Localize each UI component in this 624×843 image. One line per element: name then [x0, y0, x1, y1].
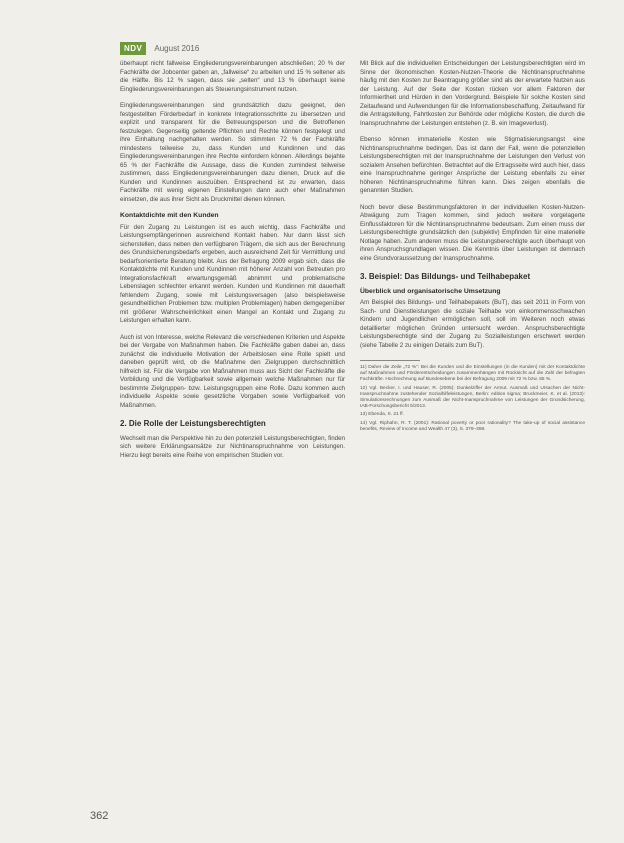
issue-date: August 2016	[154, 44, 200, 53]
paragraph: Ebenso können immaterielle Kosten wie Stigmatisierungsangst eine Nichtinanspruchnahme bedingen. Das ist dann der Fall, wenn die potenziellen Leistungsberechtigten mit der Inanspruchnahme der Leistungen den Verlust von sozialem Ansehen befürchten. Betrachtet auf die Ertragsseite wird auch hier, dass eine Inanspruchnahme geringer Ansprüche der Leistung ebenfalls zu einer höheren Nichtinanspruchnahme führen kann. Dies zeigen ebenfalls die genannten Studien.	[360, 136, 585, 194]
subheading: Kontaktdichte mit den Kunden	[120, 212, 219, 219]
footnote: 14) Vgl. Riphahn, R. T. (2001): Rational poverty or poor rationality? The take-up of social assistance benefits, Review of Income and Wealth 47 (3), S. 379–398.	[360, 420, 585, 432]
paragraph: Am Beispiel des Bildungs- und Teilhabepakets (BuT), das seit 2011 in Form von Sach- und Dienstleistungen die soziale Teilhabe von einkommensschwachen Kindern und Jugendlichen ermöglichen soll, soll im Weiteren noch etwas detaillierter möglichen Gründen untersucht werden. Anspruchsberechtigte Leistungsberechtigte sind der Zugang zu Sozialleistungen erschwert werden (siehe Tabelle 2 zu einigen Details zum BuT).	[360, 299, 585, 349]
page-header	[120, 42, 199, 55]
subheading: Überblick und organisatorische Umsetzung	[360, 287, 501, 295]
left-column	[120, 60, 345, 468]
paragraph: Noch bevor diese Bestimmungsfaktoren in der individuellen Kosten-Nutzen-Abwägung zum Tragen kommen, sind jedoch weitere vorgelagerte Einflussfaktoren für die Nichtinanspruchnahme bedeutsam. Zum einen muss der Leistungsberechtigte grundsätzlich den (subjektiv) Empfinden für eine materielle Notlage haben. Zum anderen muss die Leistungsberechtigte auch überhaupt von ihren Anspruchsgrundlagen wissen. Die Kenntnis über Leistungen ist demnach eine Grundvoraussetzung der Inanspruchnahme.	[360, 203, 585, 262]
paragraph: Auch ist von Interesse, welche Relevanz die verschiedenen Kriterien und Aspekte bei der Vergabe von Maßnahmen haben. Die Fachkräfte gaben dabei an, dass zunächst die individuelle Motivation der Arbeitslosen eine Rolle spielt und daneben geprüft wird, ob die Maßnahme den Zielgruppen durchschnittlich hilfreich ist. Für die Vergabe von Maßnahmen muss aus Sicht der Fachkräfte die Vorbildung und die Verfügbarkeit sowie allgemein welche Maßnahmen nur für bestimmte Zielgruppen- bzw. Leistungsgruppen eine Rolle. Dazu kommen auch individuelle Aspekte sowie gesetzliche Vorgaben sowie Verfügbarkeit von Maßnahmen.	[120, 333, 345, 409]
footnote: 12) Vgl. Becker, I. und Hauser, R. (2005): Dunkelziffer der Armut. Ausmaß und Ursachen der Nicht-Inanspruchnahme zustehender Sozialhilfeleistungen, Berlin: edition sigma; Bruckmeier, K. et al. (2013): Simulationsrechnungen zum Ausmaß der Nicht-Inanspruchnahme von Leistungen der Grundsicherung, IAB-Forschungsbericht 5/2013.	[360, 385, 585, 410]
section-title: 3. Beispiel: Das Bildungs- und Teilhabepaket	[360, 272, 531, 281]
page-number: 362	[90, 810, 109, 822]
paragraph: Für den Zugang zu Leistungen ist es auch wichtig, dass Fachkräfte und Leistungsempfängerinnen ausreichend Kontakt haben. Nur dann lässt sich sicherstellen, dass neben den verfügbaren Trägern, die sich aus der Berechnung des Grundsicherungsbedarfs ergeben, auch ausreichend Zeit für Vermittlung und bedarfsorientierte Beratung bleibt. Aus der Befragung 2009 ergab sich, dass die Kontaktdichte mit Kunden und Kundinnen mit höherer Anzahl von Betreuten pro Integrationsfachkraft erwartungsgemäß abnimmt und problematische Lebenslagen schlechter erkannt werden. Kunden und Kundinnen mit dauerhaft fehlendem Zugang, sowie mit Leistungsversagen (also beispielsweise gesundheitlichen Problemen bzw. multiplen Problemlagen) haben demgegenüber mit größerer Wahrscheinlichkeit einen Mangel an Kontakt und Zugang zu Leistungen erhalten kann.	[120, 223, 345, 324]
footnotes	[360, 365, 585, 433]
paragraph: Mit Blick auf die individuellen Entscheidungen der Leistungsberechtigten wird im Sinne der ökonomischen Kosten-Nutzen-Theorie die Nichtinanspruchnahme häufig mit den Kosten zur Beantragung größer sind als der erwartete Nutzen aus der Leistung. Auf der Seite der Kosten rücken vor allem Faktoren der Informiertheit und Hürden in den Vordergrund. Beispiele für solche Kosten sind Zeitaufwand und Aufwendungen für die Informationsbeschaffung, Zeitaufwand für die Antragstellung, Fahrtkosten zur Behörde oder mögliche Kosten, die durch die Inanspruchnahme der Leistungen entstehen (z. B. ein Imageverlust).	[360, 60, 585, 127]
paragraph: überhaupt nicht fallweise Eingliederungsvereinbarungen abschließen; 20 % der Fachkräfte der Jobcenter gaben an, „fallweise“ zu arbeiten und 15 % seltener als die Hälfte. Bis 12 % sagen, dass sie „selten“ und 13 % überhaupt keine Eingliederungsvereinbarungen als Steuerungsinstrument nutzen.	[120, 60, 345, 93]
right-column	[360, 60, 585, 435]
footnote-divider	[360, 360, 420, 361]
paragraph: Eingliederungsvereinbarungen sind grundsätzlich dazu geeignet, den festgestellten Förderbedarf in konkrete Integrationsschritte zu übersetzen und explizit und transparent für die Betreuungsperson und die Betroffenen festzulegen. Gegenseitig geltende Pflichten und Rechte können festgelegt und ihre Einhaltung nachgehalten werden. So stimmten 72 % der Fachkräfte mindestens teilweise zu, dass Kunden und Kundinnen und das Eingliederungsvereinbarungen ihre Rechte einfordern können. Allerdings bejahte 65 % der Fachkräfte die Aussage, dass die Kunden zumindest teilweise zustimmen, dass Eingliederungsvereinbarungen dazu dienen, Druck auf die Kunden und Kundinnen auszuüben. Entsprechend ist zu erwarten, dass Fachkräfte mit wenig eigenen Einstellungen dann auch eher Maßnahmen einsetzen, die aus ihrer Sicht als Druckmittel dienen können.	[120, 102, 345, 203]
footnote: 13) Ebenda, S. 21 ff.	[360, 412, 404, 418]
publication-badge: NDV	[120, 42, 146, 55]
section-title: 2. Die Rolle der Leistungsberechtigten	[120, 419, 266, 428]
paragraph: Wechselt man die Perspektive hin zu den potenziell Leistungsberechtigten, finden sich weitere Erklärungsansätze zur Nichtinanspruchnahme von Leistungen. Hierzu liegt bereits eine Reihe von empirischen Studien vor.	[120, 434, 345, 459]
footnote: 11) Daher die Zeile „72 %“: Bei die Kunden und die Einstellungen (in die Kunden) mit der Kontaktdichte auf Maßnahmen und Förderentscheidungen zusammenhängen mit Rücksicht auf die Zahl der befragten Fachkräfte. Hochrechnung auf Bundesebene bei der Befragung 2009 mit 72 % bzw. 65 %.	[360, 365, 585, 383]
